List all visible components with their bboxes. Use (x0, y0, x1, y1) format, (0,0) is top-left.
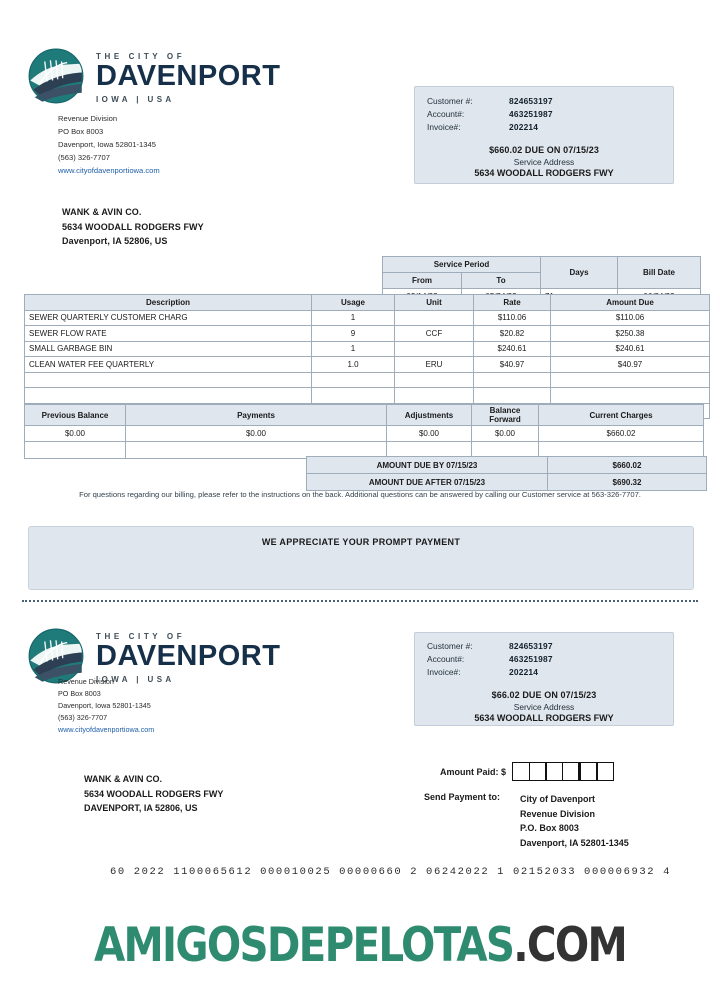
row-amount: $250.38 (551, 326, 710, 342)
appreciation-banner (28, 526, 694, 590)
row-unit: CCF (395, 326, 474, 342)
customer-number-label: Customer #: (427, 96, 473, 106)
service-address-value-stub: 5634 WOODALL RODGERS FWY (474, 713, 614, 724)
table-row (25, 388, 710, 404)
customer-number-value-stub: 824653197 (509, 641, 553, 651)
amount-due-summary: $660.02 DUE ON 07/15/23 (489, 145, 599, 156)
amount-paid-input-boxes[interactable] (514, 762, 614, 781)
revenue-line-1-stub: Revenue Division (58, 677, 114, 686)
due-after-value: $690.32 (548, 474, 707, 491)
send-payment-label: Send Payment to: (424, 792, 501, 802)
payee-line-3: P.O. Box 8003 (520, 823, 579, 834)
revenue-line-4-stub: (563) 326-7707 (58, 713, 108, 723)
amount-paid-label: Amount Paid: $ (440, 766, 507, 777)
row-rate: $240.61 (474, 341, 551, 357)
invoice-number-row-stub (415, 666, 673, 679)
to-header: To (462, 273, 541, 289)
bill-to-name-stub: WANK & AVIN CO. (84, 774, 162, 784)
watermark-suffix: .COM (513, 918, 627, 973)
revenue-line-2: PO Box 8003 (58, 127, 104, 137)
row-description (25, 388, 312, 404)
bill-date-header: Bill Date (618, 257, 701, 289)
payee-line-2: Revenue Division (520, 808, 596, 819)
revenue-line-3: Davenport, Iowa 52801-1345 (58, 140, 156, 150)
brand-tagline: THE CITY OF (96, 52, 186, 61)
account-number-row-stub (415, 653, 673, 666)
account-number-row (415, 108, 673, 121)
revenue-website-link[interactable]: www.cityofdavenportiowa.com (58, 166, 160, 176)
payee-line-4: Davenport, IA 52801-1345 (520, 837, 629, 848)
payments-value: $0.00 (126, 426, 387, 442)
billing-questions-note: For questions regarding our billing, please refer to the instructions on the back. Additional questions can be answered by calling our Customer service at 563-326-7707. (79, 490, 641, 499)
invoice-number-value: 202214 (509, 122, 539, 133)
city-logo-header (28, 48, 280, 104)
brand-name-stub: DAVENPORT (96, 640, 281, 672)
invoice-number-label: Invoice#: (427, 122, 461, 133)
charges-header-row (25, 295, 710, 311)
invoice-number-row (415, 121, 673, 134)
service-address-value: 5634 WOODALL RODGERS FWY (474, 168, 614, 179)
row-unit (395, 310, 474, 326)
customer-number-value: 824653197 (509, 96, 553, 106)
customer-info-box-top (414, 86, 674, 184)
table-row (25, 326, 710, 342)
revenue-line-3-stub: Davenport, Iowa 52801-1345 (58, 701, 151, 711)
row-unit (395, 341, 474, 357)
revenue-website-link-stub[interactable]: www.cityofdavenportiowa.com (58, 725, 155, 735)
row-usage: 9 (312, 326, 395, 342)
row-rate: $20.82 (474, 326, 551, 342)
service-address-label-stub: Service Address (513, 702, 575, 713)
service-address-label: Service Address (513, 157, 575, 168)
current-charges-header: Current Charges (539, 405, 704, 426)
bridge-circle-logo-icon (28, 48, 84, 104)
row-amount (551, 372, 710, 388)
row-amount: $40.97 (551, 357, 710, 373)
row-amount (551, 388, 710, 404)
bill-to-street: 5634 WOODALL RODGERS FWY (62, 221, 204, 232)
row-unit (395, 372, 474, 388)
account-number-value: 463251987 (509, 109, 553, 120)
due-by-label: AMOUNT DUE BY 07/15/23 (307, 457, 548, 474)
brand-name: DAVENPORT (96, 60, 281, 92)
usage-header: Usage (312, 295, 395, 311)
table-row (25, 310, 710, 326)
charges-table (24, 294, 710, 419)
table-row (25, 357, 710, 373)
row-rate (474, 388, 551, 404)
bill-to-address (62, 205, 204, 249)
revenue-line-1: Revenue Division (58, 114, 118, 123)
account-number-value-stub: 463251987 (509, 654, 553, 665)
bill-to-city-stub: DAVENPORT, IA 52806, US (84, 803, 198, 814)
adjustments-header: Adjustments (387, 405, 472, 426)
row-unit: ERU (395, 357, 474, 373)
amount-due-table (306, 456, 707, 491)
payments-header: Payments (126, 405, 387, 426)
description-header: Description (25, 295, 312, 311)
invoice-number-value-stub: 202214 (509, 667, 539, 678)
previous-balance-value: $0.00 (25, 426, 126, 442)
row-rate: $110.06 (474, 310, 551, 326)
customer-number-row-stub (415, 640, 673, 653)
row-rate (474, 372, 551, 388)
customer-info-box-stub (414, 632, 674, 726)
row-usage: 1 (312, 341, 395, 357)
current-charges-value: $660.02 (539, 426, 704, 442)
row-description: CLEAN WATER FEE QUARTERLY (25, 357, 312, 373)
table-row (25, 341, 710, 357)
customer-number-row (415, 95, 673, 108)
service-period-header: Service Period (383, 257, 541, 273)
due-by-row (307, 457, 707, 474)
amount-paid-cell[interactable] (512, 762, 530, 781)
revenue-line-4: (563) 326-7707 (58, 153, 110, 163)
balance-forward-header: Balance Forward (472, 405, 539, 426)
account-number-label-stub: Account#: (427, 654, 465, 665)
watermark-primary: AMIGOSDEPELOTAS (93, 918, 514, 973)
row-unit (395, 388, 474, 404)
due-after-row (307, 474, 707, 491)
row-description (25, 372, 312, 388)
amount-paid-cell[interactable] (529, 762, 547, 781)
amount-paid-cell[interactable] (545, 762, 563, 781)
revenue-division-address (58, 112, 160, 177)
row-description: SMALL GARBAGE BIN (25, 341, 312, 357)
micr-scanline: 60 2022 1100065612 000010025 00000660 2 06242022 1 02152033 000006932 4 (110, 866, 671, 878)
bill-to-name: WANK & AVIN CO. (62, 207, 142, 217)
bill-to-city: Davenport, IA 52806, US (62, 236, 168, 247)
days-header: Days (541, 257, 618, 289)
account-number-label: Account#: (427, 109, 465, 120)
amount-due-header: Amount Due (551, 295, 710, 311)
brand-tagline-stub: THE CITY OF (96, 632, 186, 641)
payee-address (520, 792, 629, 850)
row-usage: 1 (312, 310, 395, 326)
revenue-division-address-stub (58, 676, 154, 736)
balance-forward-value: $0.00 (472, 426, 539, 442)
customer-number-label-stub: Customer #: (427, 641, 473, 651)
adjustments-value: $0.00 (387, 426, 472, 442)
table-row (25, 372, 710, 388)
row-usage (312, 372, 395, 388)
amount-paid-cell[interactable] (596, 762, 614, 781)
bill-to-street-stub: 5634 WOODALL RODGERS FWY (84, 788, 224, 799)
unit-header: Unit (395, 295, 474, 311)
balance-value-row (25, 426, 704, 442)
from-header: From (383, 273, 462, 289)
amount-paid-cell[interactable] (562, 762, 580, 781)
balance-summary-table (24, 404, 704, 459)
row-description: SEWER QUARTERLY CUSTOMER CHARG (25, 310, 312, 326)
row-amount: $110.06 (551, 310, 710, 326)
balance-header-row (25, 405, 704, 426)
perforation-divider (22, 600, 698, 602)
rate-header: Rate (474, 295, 551, 311)
due-after-label: AMOUNT DUE AFTER 07/15/23 (307, 474, 548, 491)
amount-paid-section (440, 762, 614, 781)
revenue-line-2-stub: PO Box 8003 (58, 689, 101, 699)
send-payment-section (424, 792, 629, 850)
amount-due-summary-stub: $66.02 DUE ON 07/15/23 (491, 690, 597, 701)
row-rate: $40.97 (474, 357, 551, 373)
site-watermark (50, 918, 669, 973)
brand-state-line: IOWA | USA (96, 94, 175, 104)
previous-balance-header: Previous Balance (25, 405, 126, 426)
bill-to-address-stub (84, 772, 223, 816)
payee-line-1: City of Davenport (520, 794, 596, 804)
row-description: SEWER FLOW RATE (25, 326, 312, 342)
amount-paid-cell-decimal[interactable] (578, 762, 598, 781)
row-usage: 1.0 (312, 357, 395, 373)
due-by-value: $660.02 (548, 457, 707, 474)
invoice-number-label-stub: Invoice#: (427, 667, 461, 678)
brand-state-line-stub: IOWA | USA (96, 674, 175, 684)
row-usage (312, 388, 395, 404)
appreciation-text: WE APPRECIATE YOUR PROMPT PAYMENT (261, 537, 461, 547)
row-amount: $240.61 (551, 341, 710, 357)
